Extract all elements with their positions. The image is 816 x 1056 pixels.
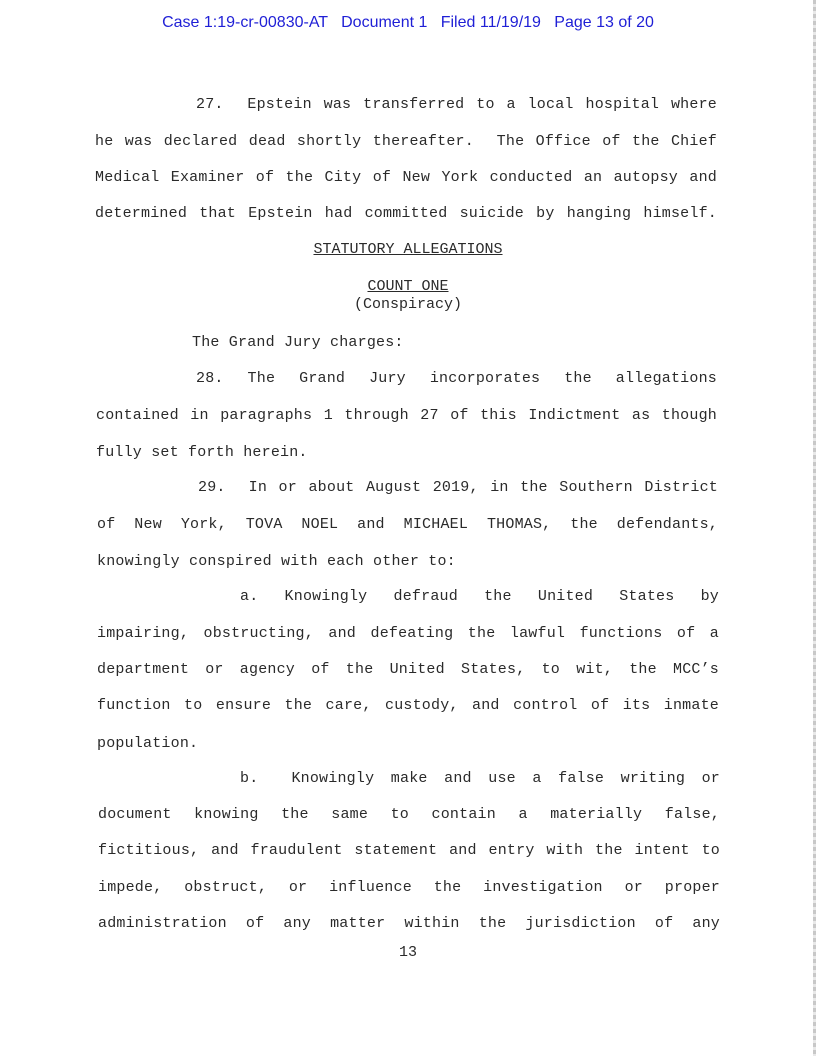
pb-line-3: fictitious, and fraudulent statement and entry with the intent to — [98, 842, 720, 859]
pa-line-3: department or agency of the United States, to wit, the MCC’s — [97, 661, 719, 678]
pb-line-1: b. Knowingly make and use a false writing or — [240, 770, 720, 787]
p27-line-1: 27. Epstein was transferred to a local hospital where — [196, 96, 717, 113]
pa-line-5: population. — [97, 735, 199, 752]
heading-statutory-allegations: STATUTORY ALLEGATIONS — [313, 241, 503, 258]
p27-line-3: Medical Examiner of the City of New York conducted an autopsy and — [95, 169, 717, 186]
p27-line-2: he was declared dead shortly thereafter. The Office of the Chief — [95, 133, 717, 150]
pb-line-5: administration of any matter within the jurisdiction of any — [98, 915, 720, 932]
p28-line-2: contained in paragraphs 1 through 27 of this Indictment as though — [96, 407, 717, 424]
pa-line-4: function to ensure the care, custody, and control of its inmate — [97, 697, 719, 714]
grand-jury-charges: The Grand Jury charges: — [192, 334, 404, 351]
p28-line-1: 28. The Grand Jury incorporates the allegations — [196, 370, 717, 387]
p27-line-4: determined that Epstein had committed suicide by hanging himself. — [95, 205, 717, 222]
p28-line-3: fully set forth herein. — [96, 444, 308, 461]
heading-count-one: COUNT ONE — [367, 278, 449, 295]
pb-line-2: document knowing the same to contain a materially false, — [98, 806, 720, 823]
heading-conspiracy: (Conspiracy) — [353, 296, 463, 313]
pa-line-2: impairing, obstructing, and defeating the lawful functions of a — [97, 625, 719, 642]
p29-line-1: 29. In or about August 2019, in the Southern District — [198, 479, 718, 496]
case-header: Case 1:19-cr-00830-AT Document 1 Filed 11/19/19 Page 13 of 20 — [162, 14, 654, 31]
pa-line-1: a. Knowingly defraud the United States by — [240, 588, 719, 605]
p29-line-3: knowingly conspired with each other to: — [97, 553, 456, 570]
pb-line-4: impede, obstruct, or influence the investigation or proper — [98, 879, 720, 896]
page-number: 13 — [398, 944, 417, 961]
p29-line-2: of New York, TOVA NOEL and MICHAEL THOMAS, the defendants, — [97, 516, 718, 533]
